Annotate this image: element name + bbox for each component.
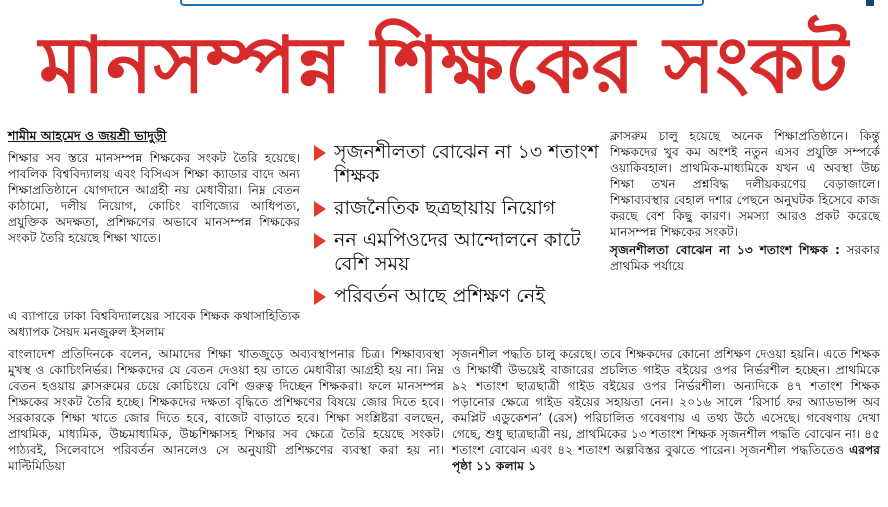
arrow-icon [314,289,326,305]
bottom-right-text: সৃজনশীল পদ্ধতি চালু করেছে। তবে শিক্ষকদের কোনো প্রশিক্ষণ দেওয়া হয়নি। এতে শিক্ষক ও শিক্ষার্থী উভয়েই বাজারের প্রচলিত গাইড বইয়ের ওপর নির্ভরশীল হচ্ছেন। প্রাথমিকে ৯২ শতাংশ ছাত্রছাত্রী গাইড বইয়ের ওপর নির্ভরশীল। অন্যদিকে ৪৭ শতাংশ শিক্ষক পড়ানোর ক্ষেত্রে গাইড বইয়ের সহায়তা নেন। ২০১৬ সালে ‘রিসার্চ ফর অ্যাডভান্স অব কমপ্লিট এডুকেশন’ (রেস) পরিচালিত গবেষণায় এ তথ্য উঠে এসেছে। গবেষণায় দেখা গেছে, শুধু ছাত্রছাত্রী নয়, প্রাথমিকের ১৩ শতাংশ শিক্ষক সৃজনশীল পদ্ধতি বোঝেন না। ৪৫ শতাংশ বোঝেন এবং ৪২ শতাংশ অল্পবিস্তর বুঝতে পারেন। সৃজনশীল পদ্ধতিতেও [452,347,880,457]
bottom-left-column: বাংলাদেশ প্রতিদিনকে বলেন, আমাদের শিক্ষা খাতজুড়ে অব্যবস্থাপনার চিত্র। শিক্ষাব্যবস্থা মুখস্থ ও কোচিংনির্ভর। শিক্ষকদের যে বেতন দেওয়া হয় তাতে মেধাবীরা আগ্রহী হয় না। নিম্ন বেতন হওয়ায় ক্লাসরুমের চেয়ে কোচিংয়ে বেশি গুরুত্ব দিচ্ছেন শিক্ষকরা। ফলে মানসম্পন্ন শিক্ষকের সংকট তৈরি হচ্ছে। শিক্ষকদের দক্ষতা বৃদ্ধিতে প্রশিক্ষণের বিষয়ে জোর দিতে হবে। সরকারকে শিক্ষা খাতে জোর দিতে হবে, বাজেট বাড়াতে হবে। শিক্ষা সংশ্লিষ্টরা বলছেন, প্রাথমিক, মাধ্যমিক, উচ্চমাধ্যমিক, উচ্চশিক্ষাসহ শিক্ষার সব ক্ষেত্রে তৈরি হয়েছে সংকট। পাঠ্যবই, সিলেবাসে পরিবর্তন আনলেও সে অনুযায়ী প্রশিক্ষণের ব্যবস্থা করা হয় না। মাল্টিমিডিয়া [8,347,444,473]
column-1-para-2: এ ব্যাপারে ঢাকা বিশ্ববিদ্যালয়ের সাবেক শিক্ষক কথাসাহিত্যিক অধ্যাপক সৈয়দ মনজুরুল ইসলাম [8,309,300,339]
column-3-para-2 [610,242,880,274]
pull-quote-3 [312,228,600,276]
top-corner-mark [866,0,874,6]
continued-jump-line[interactable]: এরপর পৃষ্ঠা ১১ কলাম ১ [452,443,881,473]
pull-quote-text: রাজনৈতিক ছত্রছায়ায় নিয়োগ [334,197,556,219]
pull-quote-text: নন এমপিওদের আন্দোলনে কাটে বেশি সময় [334,229,581,275]
headline: মানসম্পন্ন শিক্ষকের সংকট [39,20,849,111]
pull-quote-4 [312,284,600,308]
arrow-icon [314,201,326,217]
pull-quote-1 [312,140,600,188]
top-bar [0,0,888,8]
arrow-icon [314,145,326,161]
top-rule [180,0,704,6]
column-1-para-1: শিক্ষার সব স্তরে মানসম্পন্ন শিক্ষকের সংকট তৈরি হয়েছে। পাবলিক বিশ্ববিদ্যালয় এবং বিসিএস শিক্ষা ক্যাডার বাদে অন্য শিক্ষাপ্রতিষ্ঠানে যোগদানে আগ্রহী নয় মেধাবীরা। নিম্ন বেতন কাঠামো, দলীয় নিয়োগ, কোচিং বাণিজ্যের আধিপত্য, প্রযুক্তিক অদক্ষতা, প্রশিক্ষণের অভাবে মানসম্পন্ন শিক্ষকের সংকট তৈরি হয়েছে শিক্ষা খাতে। [8,151,300,245]
pull-quotes [312,140,600,316]
pull-quote-text: পরিবর্তন আছে প্রশিক্ষণ নেই [334,285,546,307]
byline: শামীম আহমেদ ও জয়শ্রী ভাদুড়ী [8,128,167,143]
column-3 [610,128,880,274]
bottom-right-column [452,346,880,474]
pull-quote-2 [312,196,600,220]
column-3-para-2-text: সরকার প্রাথমিক পর্যায়ে [610,243,881,273]
column-3-subhead: সৃজনশীলতা বোঝেন না ১৩ শতাংশ শিক্ষক : [610,243,840,257]
column-3-para-1: ক্লাসরুম চালু হয়েছে অনেক শিক্ষাপ্রতিষ্ঠানে। কিন্তু শিক্ষকদের খুব কম অংশই নতুন এসব প্রযুক্তি সম্পর্কে ওয়াকিবহাল। প্রাথমিক-মাধ্যমিকে যখন এ অবস্থা উচ্চ শিক্ষা তখন প্রশ্নবিদ্ধ দলীয়করণের বেড়াজালে। শিক্ষাব্যবস্থার বেহাল দশার পেছনে অনুঘটক হিসেবে কাজ করছে বেশ কিছু কারণ। সমস্যা আরও প্রকট করেছে মানসম্পন্ন শিক্ষকের সংকট। [610,129,880,239]
arrow-icon [314,233,326,249]
pull-quote-text: সৃজনশীলতা বোঝেন না ১৩ শতাংশ শিক্ষক [334,141,599,187]
